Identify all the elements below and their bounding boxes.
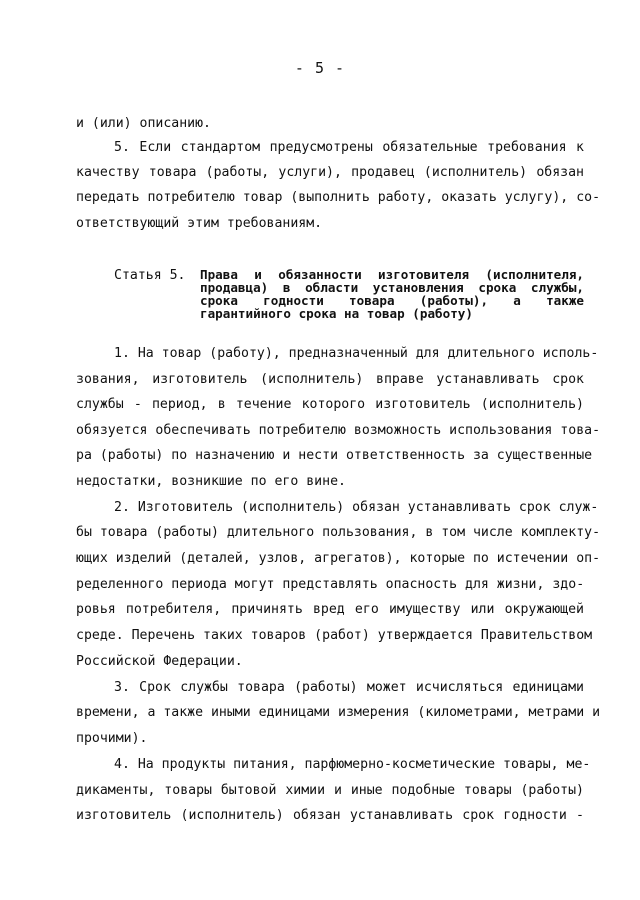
body-line: бы товара (работы) длительного пользования, в том числе комплекту- — [76, 525, 601, 540]
intro-line: качеству товара (работы, услуги), продавец (исполнитель) обязан — [76, 165, 584, 180]
article-title-line: гарантийного срока на товар (работу) — [200, 306, 473, 321]
body-line: прочими). — [76, 731, 148, 746]
body-line: ределенного периода могут представлять опасность для жизни, здо- — [76, 577, 585, 592]
article-title-line: Права и обязанности изготовителя (исполнителя, — [200, 267, 584, 282]
body-line: 1. На товар (работу), предназначенный для длительного исполь- — [114, 346, 599, 361]
body-line: ровья потребителя, причинять вред его имуществу или окружающей — [76, 602, 584, 617]
body-line: дикаменты, товары бытовой химии и иные подобные товары (работы) — [76, 783, 584, 798]
intro-line: 5. Если стандартом предусмотрены обязательные требования к — [114, 140, 584, 155]
article-title-line: продавца) в области установления срока службы, — [200, 280, 584, 295]
body-line: 4. На продукты питания, парфюмерно-косметические товары, ме- — [114, 757, 591, 772]
intro-line: ответствующий этим требованиям. — [76, 216, 323, 231]
body-line: недостатки, возникшие по его вине. — [76, 474, 346, 489]
body-line: обязуется обеспечивать потребителю возможность использования това- — [76, 423, 601, 438]
body-line: службы - период, в течение которого изготовитель (исполнитель) — [76, 397, 584, 412]
body-line: 3. Срок службы товара (работы) может исчисляться единицами — [114, 680, 584, 695]
body-line: зования, изготовитель (исполнитель) вправе устанавливать срок — [76, 372, 584, 387]
intro-line: передать потребителю товар (выполнить работу, оказать услугу), со- — [76, 190, 601, 205]
body-line: 2. Изготовитель (исполнитель) обязан устанавливать срок служ- — [114, 500, 599, 515]
body-line: времени, а также иными единицами измерения (километрами, метрами и — [76, 705, 601, 720]
body-line: изготовитель (исполнитель) обязан устанавливать срок годности - — [76, 808, 584, 823]
page-number: - 5 - — [294, 59, 346, 77]
article-title-line: срока годности товара (работы), а также — [200, 293, 584, 308]
body-line: ющих изделий (деталей, узлов, агрегатов), которые по истечении оп- — [76, 551, 601, 566]
body-line: ра (работы) по назначению и нести ответственность за существенные — [76, 448, 593, 463]
body-line: среде. Перечень таких товаров (работ) утверждается Правительством — [76, 628, 593, 643]
intro-line: и (или) описанию. — [76, 116, 211, 131]
body-line: Российской Федерации. — [76, 654, 243, 669]
article-label: Статья 5. — [114, 268, 186, 283]
